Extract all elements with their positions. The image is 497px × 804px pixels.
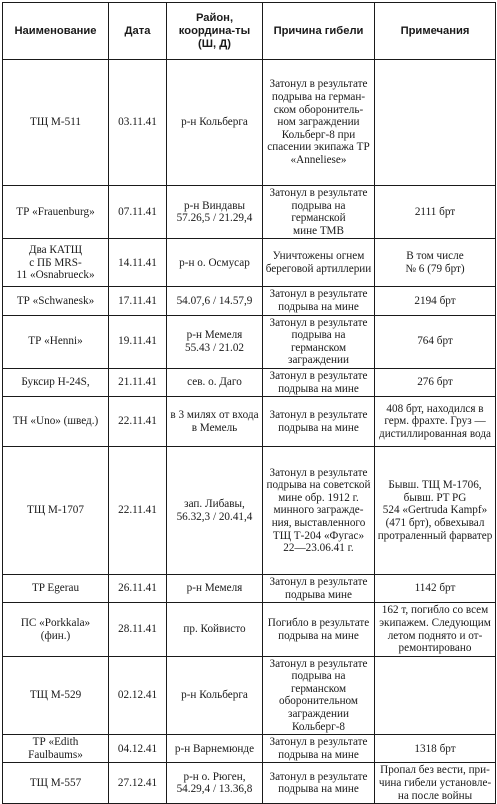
area-coordinates-cell: [167, 368, 263, 396]
cause-of-loss-cell-line: береговой артиллерии: [265, 262, 372, 275]
cause-of-loss-cell: [263, 656, 375, 735]
area-coordinates-cell: [167, 603, 263, 656]
cause-of-loss-cell: [263, 397, 375, 447]
area-coordinates-cell: [167, 287, 263, 315]
table-row: [3, 287, 496, 315]
cause-of-loss-cell-line: подрыва на мине: [278, 421, 359, 434]
cause-of-loss-cell-line: ТЩ Т-204 «Фугас»: [272, 529, 365, 542]
notes-cell-line: летом поднято и от-: [387, 629, 483, 642]
table-header-row: [3, 3, 496, 60]
vessel-name-cell-line: TP Egerau: [31, 582, 80, 595]
losses-table: [2, 2, 496, 804]
cause-of-loss-cell-line: подрыва на мине: [278, 382, 359, 395]
cause-of-loss-cell-line: подрыва на германском: [290, 329, 347, 354]
area-coordinates-cell-line: р-н Мемеля: [186, 582, 243, 595]
notes-cell-line: 162 т, погибло со всем: [381, 604, 489, 617]
area-coordinates-cell: [167, 447, 263, 575]
cause-of-loss-cell-line: Затонул в результате: [269, 466, 368, 479]
notes-cell: [375, 575, 496, 603]
notes-cell: [375, 763, 496, 804]
table-row: [3, 763, 496, 804]
area-coordinates-cell-line: 57.26,5 / 21.29,4: [176, 212, 253, 225]
cause-of-loss-cell-line: Затонул в результате: [269, 576, 368, 589]
date-cell: 07.11.41: [109, 186, 167, 239]
area-coordinates-cell-line: сев. о. Даго: [187, 376, 242, 389]
notes-cell-line: протраленный фарватер: [377, 529, 493, 542]
vessel-name-cell: [3, 763, 109, 804]
date-cell: 22.11.41: [109, 397, 167, 447]
cause-of-loss-cell-line: подрыва на мине: [278, 748, 359, 761]
notes-cell: [375, 735, 496, 763]
cause-of-loss-cell-line: Уничтожены огнем: [272, 250, 365, 263]
cause-of-loss-cell-line: Кольберг-8 при: [281, 128, 356, 141]
notes-cell-line: 524 «Gertruda Kampf»: [382, 504, 488, 517]
date-cell: 14.11.41: [109, 239, 167, 287]
vessel-name-cell-line: Два КАТЩ: [28, 243, 83, 256]
vessel-name-cell-line: ТР «Frauenburg»: [16, 205, 95, 218]
notes-cell-line: 2111 брт: [414, 205, 456, 218]
vessel-name-cell-line: ТР «Edith Faulbaums»: [28, 736, 83, 761]
vessel-name-cell-line: ПС «Porkkala» (фин.): [20, 616, 91, 642]
notes-cell: [375, 239, 496, 287]
cause-of-loss-cell: [263, 763, 375, 804]
cause-of-loss-cell-line: подрыва на мине: [278, 300, 359, 313]
area-coordinates-cell-line: 54.07,6 / 14.57,9: [176, 294, 253, 307]
notes-cell-line: бывш. PT PG: [403, 491, 467, 504]
vessel-name-cell-line: ТЩ M-529: [29, 689, 82, 702]
table-row: [3, 60, 496, 186]
cause-of-loss-cell-line: Погибло в результате: [267, 616, 370, 629]
date-cell: 04.12.41: [109, 735, 167, 763]
vessel-name-cell: [3, 397, 109, 447]
notes-cell: [375, 315, 496, 368]
area-coordinates-cell: [167, 186, 263, 239]
area-coordinates-cell-line: 54.29,4 / 13.36,8: [176, 783, 253, 796]
cause-of-loss-cell: [263, 60, 375, 186]
vessel-name-cell-line: 11 «Osnabrueck»: [16, 269, 95, 282]
notes-cell-line: экипажем. Следующим: [379, 616, 491, 629]
notes-cell: [375, 447, 496, 575]
notes-cell-line: Бывш. ТЩ M-1706,: [388, 479, 482, 492]
cause-of-loss-cell: [263, 287, 375, 315]
notes-cell-line: 408 брт, находился в: [386, 402, 484, 415]
area-coordinates-cell-line: в 3 милях от входа: [170, 409, 259, 422]
area-coordinates-cell: [167, 239, 263, 287]
area-coordinates-cell-line: р-н о. Осмусар: [179, 256, 250, 269]
table-row: [3, 186, 496, 239]
area-coordinates-cell: [167, 763, 263, 804]
cause-of-loss-cell-line: подрыва мине: [285, 588, 352, 601]
column-header: Примечания: [375, 3, 496, 60]
area-coordinates-cell: [167, 575, 263, 603]
table-row: [3, 397, 496, 447]
cause-of-loss-cell-line: подрыва на германском: [290, 670, 347, 695]
cause-of-loss-cell: [263, 575, 375, 603]
cause-of-loss-cell-line: ском оборонитель-: [273, 103, 364, 116]
area-coordinates-cell-line: в Мемель: [191, 421, 238, 434]
vessel-name-cell-line: ТР «Schwanesk»: [16, 294, 95, 307]
date-cell: 02.12.41: [109, 656, 167, 735]
notes-cell-line: 1318 брт: [414, 742, 456, 755]
notes-cell-line: 1142 брт: [414, 582, 456, 595]
cause-of-loss-cell-line: «Anneliese»: [290, 153, 347, 166]
vessel-name-cell-line: TH «Uno» (швед.): [12, 415, 99, 428]
vessel-name-cell: [3, 656, 109, 735]
table-row: [3, 315, 496, 368]
cause-of-loss-cell-line: подрыва на германской: [291, 199, 346, 225]
cause-of-loss-cell-line: Затонул в результате: [269, 736, 368, 749]
area-coordinates-cell: [167, 315, 263, 368]
table-row: [3, 447, 496, 575]
table-row: [3, 239, 496, 287]
table-row: [3, 656, 496, 735]
cause-of-loss-cell: [263, 735, 375, 763]
area-coordinates-cell-line: зап. Либавы,: [184, 498, 245, 511]
date-cell: 22.11.41: [109, 447, 167, 575]
cause-of-loss-cell-line: Затонул в результате: [269, 409, 368, 422]
cause-of-loss-cell-line: ном заграждении: [277, 116, 360, 129]
cause-of-loss-cell: [263, 239, 375, 287]
area-coordinates-cell-line: пр. Койвисто: [183, 623, 246, 636]
date-cell: 27.12.41: [109, 763, 167, 804]
cause-of-loss-cell: [263, 186, 375, 239]
column-header: Дата: [109, 3, 167, 60]
vessel-name-cell-line: ТЩ M-511: [30, 116, 81, 129]
cause-of-loss-cell-line: мине ТМВ: [293, 224, 344, 237]
vessel-name-cell-line: с ПБ MRS-: [29, 256, 82, 269]
cause-of-loss-cell-line: 22—23.06.41 г.: [283, 542, 354, 555]
table-row: [3, 735, 496, 763]
cause-of-loss-cell: [263, 368, 375, 396]
notes-cell: [375, 287, 496, 315]
cause-of-loss-cell-line: спасении экипажа ТР: [267, 141, 370, 154]
notes-cell: [375, 368, 496, 396]
cause-of-loss-cell-line: минного загражде-: [273, 504, 364, 517]
table-row: [3, 575, 496, 603]
vessel-name-cell: [3, 447, 109, 575]
cause-of-loss-cell-line: оборонительном: [278, 695, 359, 708]
cause-of-loss-cell-line: подрыва на советской: [266, 479, 371, 492]
notes-cell-line: 276 брт: [417, 376, 453, 389]
vessel-name-cell: [3, 735, 109, 763]
notes-cell-line: 2194 брт: [414, 294, 456, 307]
notes-cell: [375, 397, 496, 447]
cause-of-loss-cell-line: ния, выставленного: [271, 516, 366, 529]
date-cell: 26.11.41: [109, 575, 167, 603]
vessel-name-cell-line: Буксир H-24S,: [21, 376, 90, 389]
area-coordinates-cell: [167, 60, 263, 186]
cause-of-loss-cell-line: подрыва на мине: [278, 783, 359, 796]
notes-cell: [375, 656, 496, 735]
area-coordinates-cell: [167, 656, 263, 735]
cause-of-loss-cell-line: подрыва на герман-: [271, 91, 366, 104]
cause-of-loss-cell-line: заграждении: [288, 354, 349, 367]
column-header: Район, координа-ты (Ш, Д): [167, 3, 263, 60]
notes-cell-line: чина гибели установле-: [378, 777, 492, 790]
cause-of-loss-cell-line: мине обр. 1912 г.: [278, 491, 359, 504]
vessel-name-cell: [3, 239, 109, 287]
cause-of-loss-cell: [263, 447, 375, 575]
notes-cell-line: № 6 (79 брт): [405, 262, 465, 275]
cause-of-loss-cell: [263, 603, 375, 656]
date-cell: 17.11.41: [109, 287, 167, 315]
notes-cell-line: дистиллированная вода: [379, 427, 491, 440]
date-cell: 28.11.41: [109, 603, 167, 656]
cause-of-loss-cell-line: Затонул в результате: [269, 187, 368, 199]
area-coordinates-cell: [167, 735, 263, 763]
vessel-name-cell: [3, 368, 109, 396]
vessel-name-cell: [3, 186, 109, 239]
cause-of-loss-cell-line: Затонул в результате: [269, 316, 368, 329]
area-coordinates-cell-line: 56.32,3 / 20.41,4: [176, 510, 253, 523]
table-row: [3, 368, 496, 396]
cause-of-loss-cell-line: Затонул в результате: [269, 369, 368, 382]
cause-of-loss-cell-line: подрыва на мине: [278, 629, 359, 642]
vessel-name-cell: [3, 287, 109, 315]
vessel-name-cell-line: ТЩ M-557: [29, 777, 82, 790]
cause-of-loss-cell-line: Затонул в результате: [269, 78, 368, 91]
vessel-name-cell: [3, 60, 109, 186]
area-coordinates-cell-line: р-н о. Рюген,: [183, 770, 246, 783]
cause-of-loss-cell-line: Затонул в результате: [269, 770, 368, 783]
area-coordinates-cell-line: р-н Кольберга: [181, 116, 248, 129]
vessel-name-cell: [3, 603, 109, 656]
cause-of-loss-cell-line: заграждении Кольберг-8: [288, 708, 349, 733]
notes-cell-line: Пропал без вести, при-: [380, 764, 490, 777]
cause-of-loss-cell-line: Затонул в результате: [269, 657, 368, 670]
area-coordinates-cell-line: р-н Варнемюнде: [174, 742, 255, 755]
notes-cell-line: на после войны: [397, 789, 473, 802]
table-row: [3, 603, 496, 656]
vessel-name-cell: [3, 315, 109, 368]
area-coordinates-cell: [167, 397, 263, 447]
vessel-name-cell: [3, 575, 109, 603]
cause-of-loss-cell-line: Затонул в результате: [269, 288, 368, 301]
date-cell: 19.11.41: [109, 315, 167, 368]
notes-cell: [375, 60, 496, 186]
notes-cell-line: ремонтировано: [398, 642, 472, 655]
notes-cell: [375, 603, 496, 656]
column-header: Причина гибели: [263, 3, 375, 60]
column-header: Наименование: [3, 3, 109, 60]
area-coordinates-cell-line: р-н Виндавы: [184, 199, 245, 212]
cause-of-loss-cell: [263, 315, 375, 368]
notes-cell: [375, 186, 496, 239]
notes-cell-line: В том числе: [406, 250, 464, 263]
date-cell: 03.11.41: [109, 60, 167, 186]
vessel-name-cell-line: ТЩ M-1707: [27, 504, 84, 517]
area-coordinates-cell-line: р-н Мемеля: [186, 329, 243, 342]
vessel-name-cell-line: ТР «Henni»: [28, 335, 83, 348]
notes-cell-line: герм. фрахте. Груз —: [384, 415, 486, 428]
area-coordinates-cell-line: 55.43 / 21.02: [184, 341, 245, 354]
notes-cell-line: 764 брт: [417, 335, 453, 348]
area-coordinates-cell-line: р-н Кольберга: [181, 689, 248, 702]
date-cell: 21.11.41: [109, 368, 167, 396]
notes-cell-line: (471 брт), обвехывал: [385, 516, 485, 529]
